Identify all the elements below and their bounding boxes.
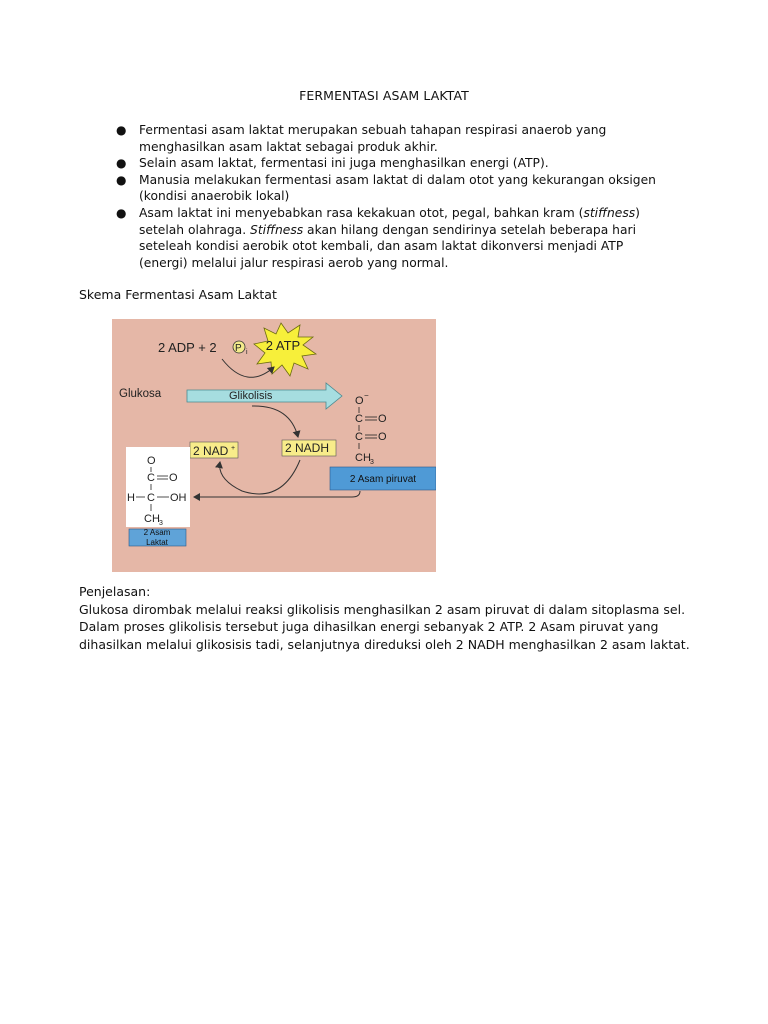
nadh-label: 2 NADH (285, 441, 330, 455)
laktat-ch3-sub: 3 (159, 520, 163, 527)
nad-label: 2 NAD (193, 444, 229, 458)
nad-superscript: + (231, 445, 236, 452)
atp-label: 2 ATP (265, 338, 301, 353)
section-heading: Skema Fermentasi Asam Laktat (79, 287, 277, 302)
laktat-label-line1: 2 Asam (143, 528, 171, 537)
pyruvate-c2: C (355, 431, 363, 443)
bullet-item: ● Selain asam laktat, fermentasi ini juga menghasilkan energi (ATP). (116, 156, 549, 171)
document-title: FERMENTASI ASAM LAKTAT (299, 88, 469, 103)
laktat-c1: C (147, 472, 155, 484)
phosphate-subscript: i (246, 349, 248, 356)
bullet-dot-icon: ● (116, 172, 127, 187)
laktat-label-line2: Laktat (146, 538, 168, 547)
pyruvate-o-minus: O (355, 395, 364, 407)
laktat-c2: C (147, 492, 155, 504)
glikolisis-label: Glikolisis (229, 390, 273, 402)
bullet-item: ● Manusia melakukan fermentasi asam laktat di dalam otot yang kekurangan oksigen (kondisi anaerobik lokal) (116, 172, 656, 204)
bullet-dot-icon: ● (116, 123, 127, 137)
laktat-o: O (147, 455, 156, 467)
laktat-o1: O (169, 472, 178, 484)
piruvat-label: 2 Asam piruvat (349, 474, 417, 485)
explanation-heading: Penjelasan: (79, 584, 151, 599)
pyruvate-ch3: CH (355, 452, 371, 464)
bullet-item: ● Asam laktat ini menyebabkan rasa kekakuan otot, pegal, bahkan kram (stiffness) setelah olahraga. Stiffness akan hilang dengan sendirinya setelah beberapa hari seteleah kondisi aerobik otot kembali, dan asam laktat dikonversi menjadi ATP (energi) melalui jalur respirasi aerob yang normal. (116, 205, 640, 270)
adp-label: 2 ADP + 2 (158, 340, 217, 355)
glukosa-label: Glukosa (119, 388, 162, 400)
bullet-dot-icon: ● (116, 205, 127, 220)
pyruvate-charge: − (364, 391, 369, 400)
pyruvate-ch3-sub: 3 (370, 459, 374, 466)
pyruvate-o1: O (378, 413, 387, 425)
bullet-dot-icon: ● (116, 156, 127, 171)
bullet-item: ● Fermentasi asam laktat merupakan sebuah tahapan respirasi anaerob yang menghasilkan asam laktat sebagai produk akhir. (116, 123, 607, 154)
explanation-section (79, 583, 699, 653)
explanation-line: Glukosa dirombak melalui reaksi glikolisis menghasilkan 2 asam piruvat di dalam sitoplasma sel. (79, 601, 686, 617)
phosphate-label: P (235, 343, 242, 354)
explanation-line: Dalam proses glikolisis tersebut juga dihasilkan energi sebanyak 2 ATP. 2 Asam piruvat yang (79, 619, 659, 634)
laktat-ch3: CH (144, 513, 160, 525)
pyruvate-o2: O (378, 431, 387, 443)
laktat-h: H (127, 492, 135, 504)
pyruvate-c1: C (355, 413, 363, 425)
explanation-line: dihasilkan melalui glikosisis tadi, selanjutnya direduksi oleh 2 NADH menghasilkan 2 asam laktat. (79, 636, 690, 652)
fermentation-diagram (112, 319, 436, 572)
bullet-list (113, 122, 673, 271)
laktat-oh: OH (170, 492, 187, 504)
